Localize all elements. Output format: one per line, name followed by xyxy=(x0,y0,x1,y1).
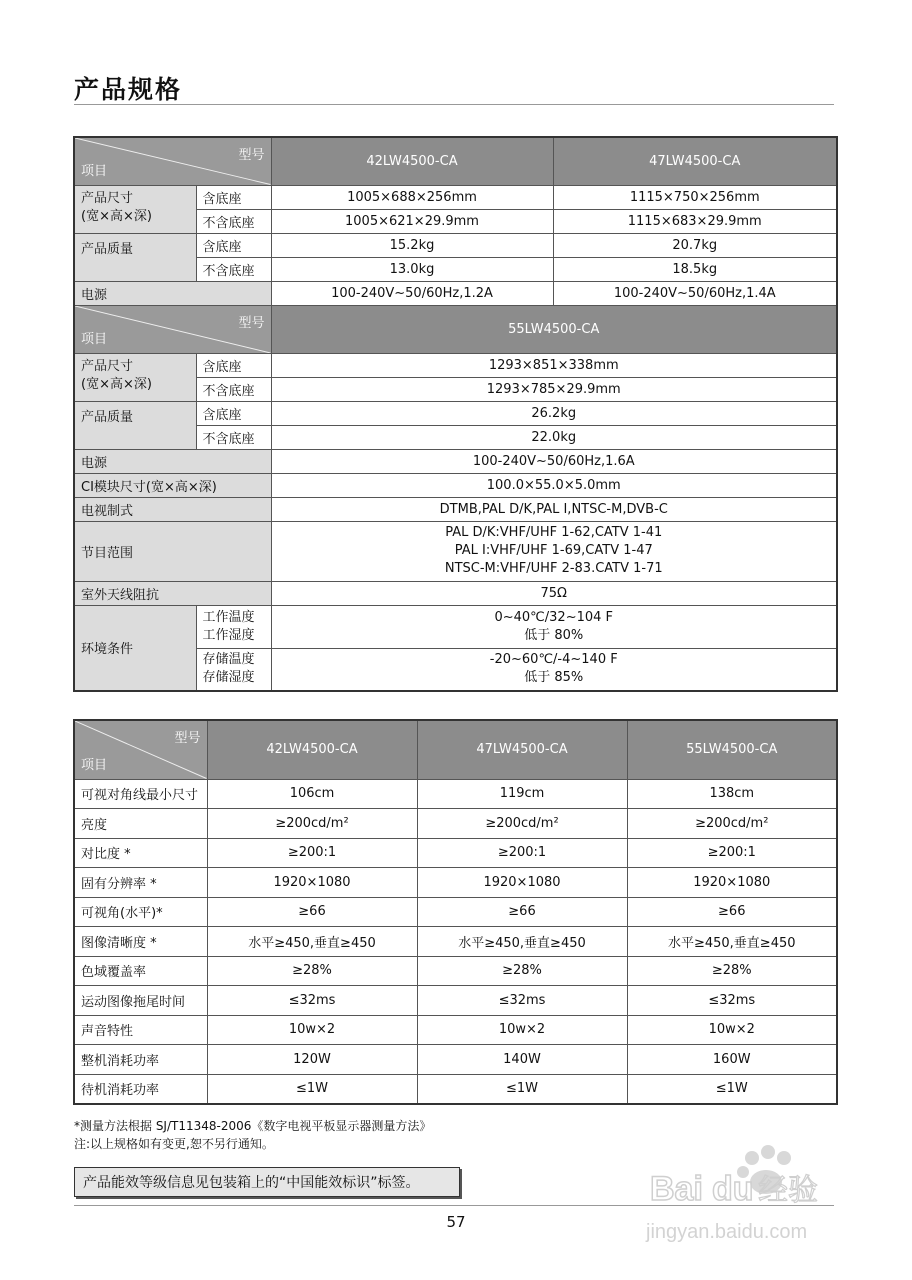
spec-value: ≥66 xyxy=(627,897,837,927)
table-row xyxy=(74,1045,837,1075)
page-number: 57 xyxy=(446,1213,466,1231)
sub-label: 不含底座 xyxy=(196,257,271,281)
sub-label: 含底座 xyxy=(196,353,271,377)
model-header: 47LW4500-CA xyxy=(417,720,627,779)
spec-table-general xyxy=(73,136,838,692)
spec-value: 13.0kg xyxy=(271,257,553,281)
env-value: 0~40℃/32~104 F xyxy=(494,609,614,625)
spec-value: ≤32ms xyxy=(207,986,417,1016)
corner-header xyxy=(74,720,207,779)
env-sub-label: 存储湿度 xyxy=(202,670,255,686)
spec-value: 1920×1080 xyxy=(417,868,627,898)
corner-item-label: 项目 xyxy=(81,163,108,179)
spec-value: 100-240V~50/60Hz,1.2A xyxy=(271,281,553,305)
table-row xyxy=(74,1074,837,1104)
power-label: 电源 xyxy=(74,449,271,473)
spec-value: ≤32ms xyxy=(417,986,627,1016)
table-row xyxy=(74,868,837,898)
row-label: 可视角(水平)* xyxy=(74,897,207,927)
spec-value: 1115×683×29.9mm xyxy=(553,209,837,233)
corner-item-label: 项目 xyxy=(81,331,108,347)
spec-value: 10w×2 xyxy=(207,1015,417,1045)
env-value: 低于 85% xyxy=(524,670,584,686)
spec-value: 1293×785×29.9mm xyxy=(271,377,837,401)
ci-module-label: CI模块尺寸(宽×高×深) xyxy=(74,473,271,497)
table-row xyxy=(74,956,837,986)
spec-value: 75Ω xyxy=(271,581,837,605)
spec-value: 106cm xyxy=(207,779,417,809)
spec-value: ≤1W xyxy=(417,1074,627,1104)
spec-value: ≥200:1 xyxy=(207,838,417,868)
table-row xyxy=(74,986,837,1016)
weight-group-label: 产品质量 xyxy=(74,401,196,449)
row-label: 色域覆盖率 xyxy=(74,956,207,986)
sub-label: 含底座 xyxy=(196,185,271,209)
spec-value: ≤1W xyxy=(207,1074,417,1104)
model-header: 42LW4500-CA xyxy=(271,137,553,185)
spec-value: 1115×750×256mm xyxy=(553,185,837,209)
row-label: 可视对角线最小尺寸 xyxy=(74,779,207,809)
spec-value: 15.2kg xyxy=(271,233,553,257)
table-row xyxy=(74,1015,837,1045)
env-value: 低于 80% xyxy=(524,627,584,643)
corner-model-label: 型号 xyxy=(174,731,201,746)
spec-value: ≥200:1 xyxy=(627,838,837,868)
spec-value: 1920×1080 xyxy=(207,868,417,898)
size-group-label: 产品尺寸 (宽×高×深) xyxy=(74,353,196,401)
spec-table-display xyxy=(73,719,838,1105)
table-row xyxy=(74,809,837,839)
env-sub-labels xyxy=(196,605,271,648)
table-row xyxy=(74,897,837,927)
svg-text:du: du xyxy=(712,1170,754,1208)
footnotes xyxy=(74,1117,431,1153)
spec-value: 1293×851×338mm xyxy=(271,353,837,377)
spec-value: 18.5kg xyxy=(553,257,837,281)
spec-value: 119cm xyxy=(417,779,627,809)
spec-value: 水平≥450,垂直≥450 xyxy=(207,927,417,957)
sub-label: 不含底座 xyxy=(196,425,271,449)
spec-value: 10w×2 xyxy=(627,1015,837,1045)
spec-value: 水平≥450,垂直≥450 xyxy=(417,927,627,957)
spec-value: 138cm xyxy=(627,779,837,809)
corner-model-label: 型号 xyxy=(238,148,265,163)
model-header: 55LW4500-CA xyxy=(271,305,837,353)
row-label: 亮度 xyxy=(74,809,207,839)
range-line: PAL I:VHF/UHF 1-69,CATV 1-47 xyxy=(454,543,653,558)
program-range-value xyxy=(271,521,837,581)
weight-group-label: 产品质量 xyxy=(74,233,196,281)
baidu-jingyan-watermark xyxy=(640,1140,870,1270)
table-row xyxy=(74,838,837,868)
row-label: 对比度 * xyxy=(74,838,207,868)
row-label: 固有分辨率 * xyxy=(74,868,207,898)
row-label: 整机消耗功率 xyxy=(74,1045,207,1075)
spec-value: ≥66 xyxy=(207,897,417,927)
spec-value: ≥28% xyxy=(627,956,837,986)
env-sub-label: 工作温度 xyxy=(202,609,255,625)
corner-header xyxy=(74,137,271,185)
range-line: PAL D/K:VHF/UHF 1-62,CATV 1-41 xyxy=(445,525,663,540)
spec-value: ≥200:1 xyxy=(417,838,627,868)
env-sub-label: 存储温度 xyxy=(202,652,255,668)
env-values xyxy=(271,648,837,691)
spec-value: 22.0kg xyxy=(271,425,837,449)
spec-value: ≥66 xyxy=(417,897,627,927)
spec-value: 140W xyxy=(417,1045,627,1075)
spec-value: ≥200cd/m² xyxy=(417,809,627,839)
spec-value: ≥200cd/m² xyxy=(207,809,417,839)
spec-value: 100.0×55.0×5.0mm xyxy=(271,473,837,497)
power-label: 电源 xyxy=(74,281,271,305)
spec-value: 100-240V~50/60Hz,1.4A xyxy=(553,281,837,305)
svg-text:Bai: Bai xyxy=(650,1170,703,1208)
row-label: 运动图像拖尾时间 xyxy=(74,986,207,1016)
env-values xyxy=(271,605,837,648)
row-label: 图像清晰度 * xyxy=(74,927,207,957)
spec-value: 水平≥450,垂直≥450 xyxy=(627,927,837,957)
footnote: *测量方法根据 SJ/T11348-2006《数字电视平板显示器测量方法》 xyxy=(74,1119,432,1133)
svg-text:jingyan.baidu.com: jingyan.baidu.com xyxy=(646,1221,808,1243)
spec-value: 1005×688×256mm xyxy=(271,185,553,209)
size-group-label: 产品尺寸 (宽×高×深) xyxy=(74,185,196,233)
spec-value: ≥28% xyxy=(417,956,627,986)
footnote: 注:以上规格如有变更,恕不另行通知。 xyxy=(74,1137,274,1151)
tv-system-label: 电视制式 xyxy=(74,497,271,521)
spec-value: 1005×621×29.9mm xyxy=(271,209,553,233)
env-sub-labels xyxy=(196,648,271,691)
svg-text:经验: 经验 xyxy=(758,1173,818,1208)
antenna-label: 室外天线阻抗 xyxy=(74,581,271,605)
row-label: 声音特性 xyxy=(74,1015,207,1045)
environment-label: 环境条件 xyxy=(74,605,196,691)
model-header: 47LW4500-CA xyxy=(553,137,837,185)
sub-label: 不含底座 xyxy=(196,209,271,233)
model-header: 42LW4500-CA xyxy=(207,720,417,779)
program-range-label: 节目范围 xyxy=(74,521,271,581)
spec-value: ≤1W xyxy=(627,1074,837,1104)
corner-item-label: 项目 xyxy=(81,757,108,773)
sub-label: 含底座 xyxy=(196,401,271,425)
spec-value: 120W xyxy=(207,1045,417,1075)
spec-value: 100-240V~50/60Hz,1.6A xyxy=(271,449,837,473)
spec-value: ≥28% xyxy=(207,956,417,986)
spec-value: ≤32ms xyxy=(627,986,837,1016)
env-sub-label: 工作湿度 xyxy=(202,627,255,643)
row-label: 待机消耗功率 xyxy=(74,1074,207,1104)
energy-label-notice: 产品能效等级信息见包装箱上的“中国能效标识”标签。 xyxy=(74,1167,460,1197)
sub-label: 不含底座 xyxy=(196,377,271,401)
page-title: 产品规格 xyxy=(74,75,183,104)
table-row xyxy=(74,779,837,809)
spec-value: 1920×1080 xyxy=(627,868,837,898)
sub-label: 含底座 xyxy=(196,233,271,257)
spec-value: 20.7kg xyxy=(553,233,837,257)
corner-model-label: 型号 xyxy=(238,315,265,331)
env-value: -20~60℃/-4~140 F xyxy=(489,652,618,668)
table-row xyxy=(74,927,837,957)
spec-value: DTMB,PAL D/K,PAL I,NTSC-M,DVB-C xyxy=(271,497,837,521)
spec-value: 10w×2 xyxy=(417,1015,627,1045)
corner-header xyxy=(74,305,271,353)
range-line: NTSC-M:VHF/UHF 2-83.CATV 1-71 xyxy=(444,561,663,576)
title-divider xyxy=(74,104,834,105)
spec-value: ≥200cd/m² xyxy=(627,809,837,839)
model-header: 55LW4500-CA xyxy=(627,720,837,779)
spec-value: 160W xyxy=(627,1045,837,1075)
spec-value: 26.2kg xyxy=(271,401,837,425)
